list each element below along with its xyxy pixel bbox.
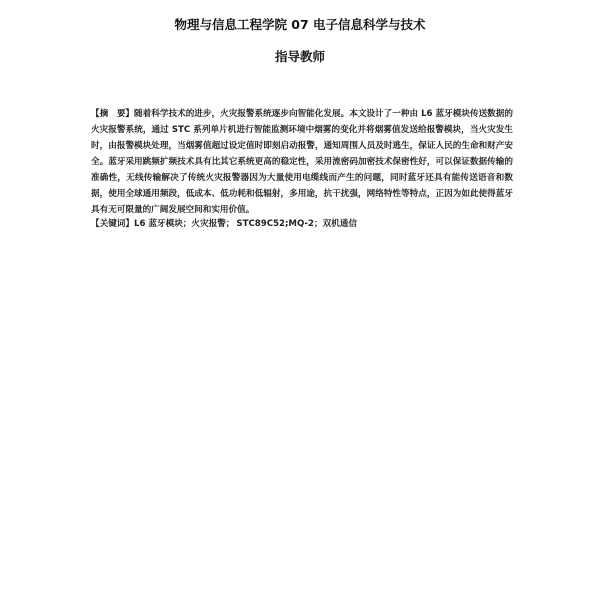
- document-title: 物理与信息工程学院 07 电子信息科学与技术: [174, 17, 426, 32]
- abstract-text: 随着科学技术的进步，火灾报警系统逐步向智能化发展。本文设计了一种由 L6 蓝牙模块传送数据的火灾报警系统，通过 STC 系列单片机进行智能监测环境中烟雾的变化并将烟雾值发送给报警模块，当火灾发生时，由报警模块处理，当烟雾值超过设定值时即刻启动报警，通知周围人员及时逃生，保证人民的生命和财产安全。蓝牙采用跳频扩频技术具有比其它系统更高的稳定性，采用流密码加密技术保密性好，可以保证数据传输的准确性，无线传输解决了传统火灾报警器因为大量使用电缆线而产生的问题，同时蓝牙还具有能传送语音和数据，使用全球通用频段，低成本、低功耗和低辐射，多用途，抗干扰强，网络特性等特点，正因为如此使得蓝牙具有无可限量的广阔发展空间和实用价值。: [91, 109, 513, 215]
- keyword-item: 火灾报警；: [191, 219, 235, 229]
- keyword-item: STC89C52;MQ-2；: [236, 219, 323, 229]
- keywords-line: [91, 216, 513, 232]
- abstract-label: 【摘 要】: [91, 109, 135, 119]
- keyword-item: 双机通信: [322, 219, 357, 229]
- advisor-label: 指导教师: [274, 49, 325, 64]
- keyword-item: L6 蓝牙模块；: [133, 219, 192, 229]
- keywords-label: 【关键词】: [91, 219, 134, 229]
- abstract-paragraph: [91, 106, 513, 218]
